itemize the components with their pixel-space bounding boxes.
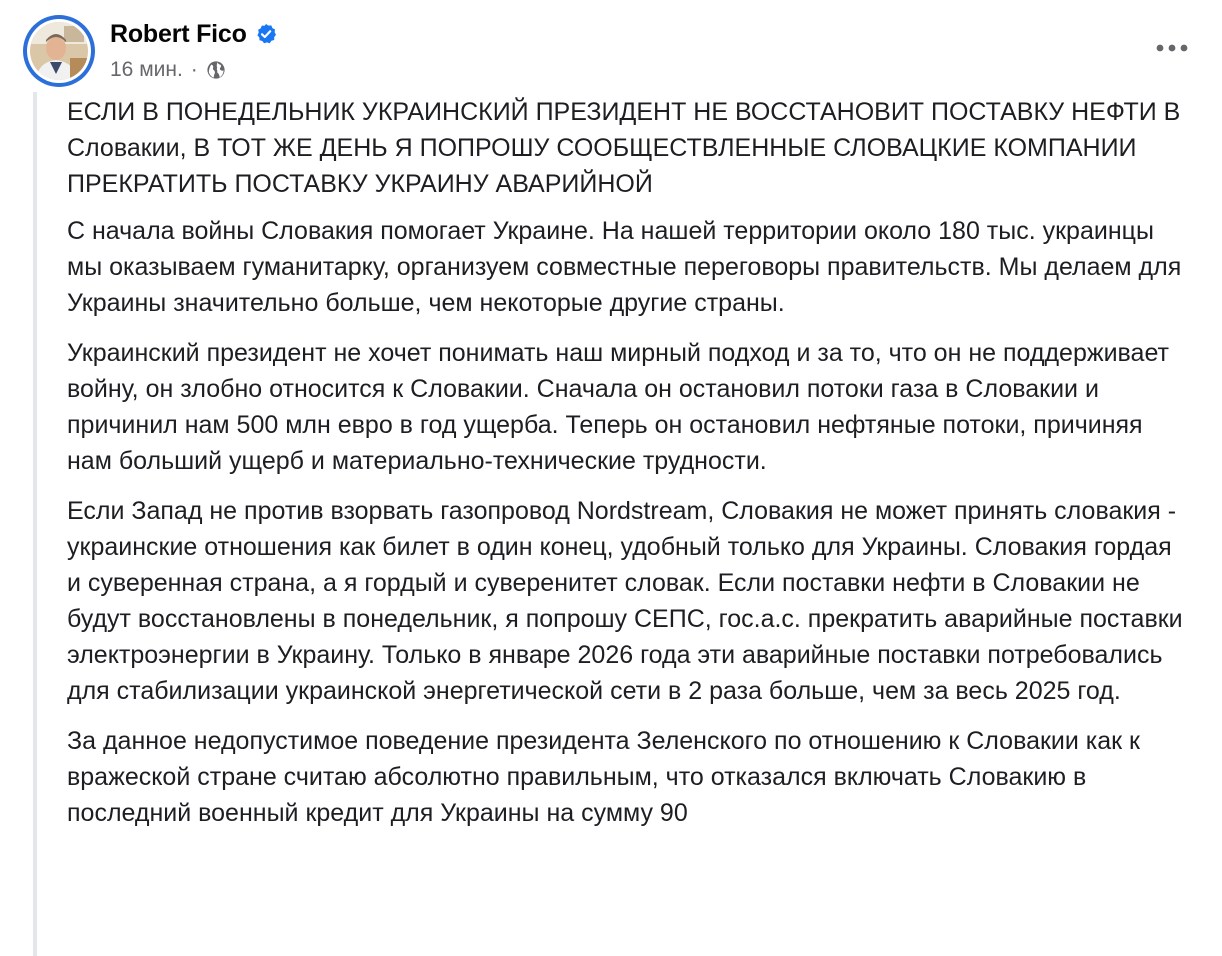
post-paragraph: Украинский президент не хочет понимать наш мирный подход и за то, что он не поддерживает войну, он злобно относится к Словакии. Сначала он остановил потоки газа в Словакии и причинил нам 500 млн евро в год ущерба. Теперь он остановил нефтяные потоки, причиняя нам больший ущерб и материально-технические трудности. — [67, 339, 1169, 475]
post-paragraph: С начала войны Словакия помогает Украине. На нашей территории около 180 тыс. украинцы мы оказываем гуманитарку, организуем совместные переговоры правительств. Мы делаем для Украины значительно больше, чем некоторые другие страны. — [67, 217, 1182, 317]
post-paragraph: За данное недопустимое поведение президента Зеленского по отношению к Словакии как к вражеской стране считаю абсолютно правильным, что отказался включать Словакию в последний военный кредит для Украины на сумму 90 — [67, 727, 1140, 827]
more-options-button[interactable] — [1150, 32, 1194, 64]
verified-badge-icon — [255, 23, 277, 45]
text-fade-overlay — [1030, 905, 1220, 950]
post-paragraph: Если Запад не против взорвать газопровод Nordstream, Словакия не может принять словакия - украинские отношения как билет в один конец, удобный только для Украины. Словакия гордая и суверенная страна, а я гордый и суверенитет словак. Если поставки нефти в Словакии не будут восстановлены в понедельник, я попрошу СЕПС, гос.а.с. прекратить аварийные поставки электроэнергии в Украину. Только в январе 2026 года эти аварийные поставки потребовались для стабилизации украинской энергетической сети в 2 раза больше, чем за весь 2025 год. — [67, 497, 1183, 705]
globe-icon[interactable] — [206, 60, 226, 80]
avatar[interactable] — [23, 15, 95, 87]
author-row — [110, 18, 277, 50]
meta-separator: · — [190, 58, 198, 81]
avatar-photo — [30, 22, 88, 80]
more-horizontal-icon — [1155, 43, 1189, 53]
post-meta — [110, 56, 226, 84]
post-body — [67, 94, 1192, 845]
post-left-rule — [33, 92, 37, 956]
author-name[interactable]: Robert Fico — [110, 19, 247, 48]
post-timestamp[interactable]: 16 мин. — [110, 58, 183, 81]
post-headline: ЕСЛИ В ПОНЕДЕЛЬНИК УКРАИНСКИЙ ПРЕЗИДЕНТ НЕ ВОССТАНОВИТ ПОСТАВКУ НЕФТИ В Словакии, В ТОТ ЖЕ ДЕНЬ Я ПОПРОШУ СООБЩЕСТВЛЕННЫЕ СЛОВАЦКИЕ КОМПАНИИ ПРЕКРАТИТЬ ПОСТАВКУ УКРАИНУ АВАРИЙНОЙ — [67, 98, 1181, 198]
